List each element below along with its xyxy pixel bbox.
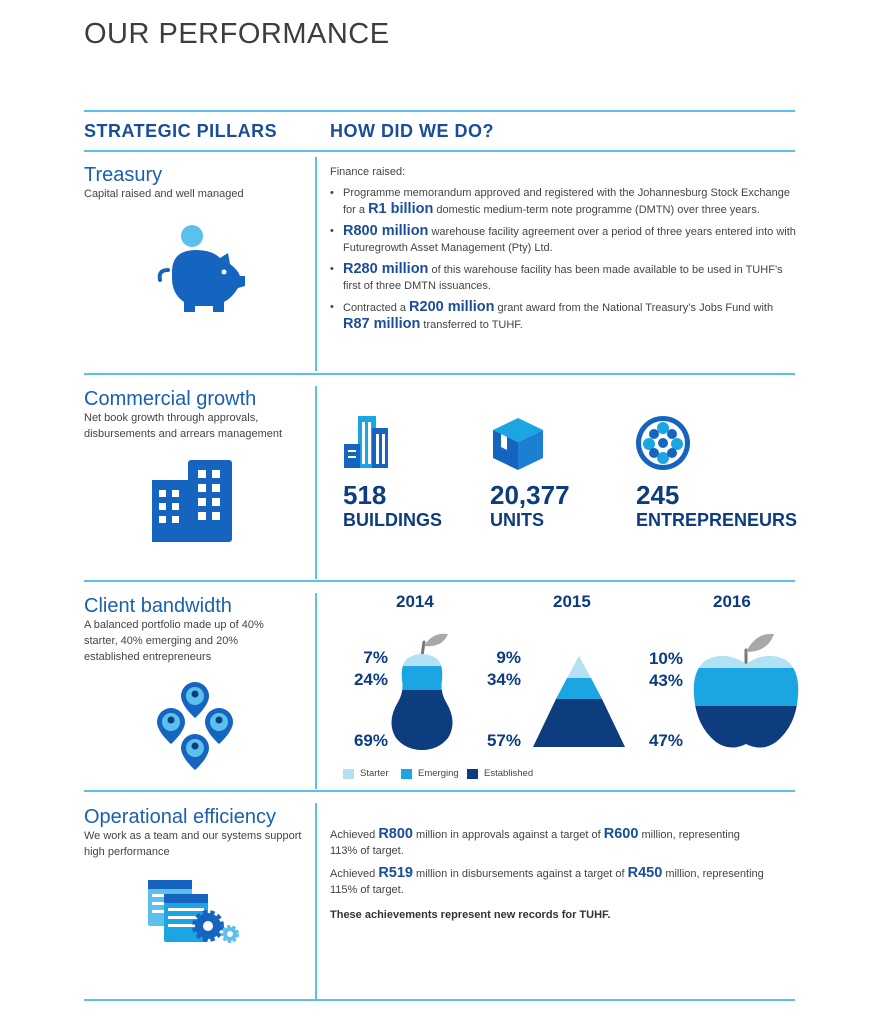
text: million in disbursements against a target of bbox=[412, 868, 628, 880]
highlight-value: R519 bbox=[378, 865, 413, 881]
entrepreneurs-label: ENTREPRENEURS bbox=[636, 510, 798, 530]
highlight-value: R800 million bbox=[343, 223, 429, 239]
pct-2016-established: 47% bbox=[648, 731, 683, 750]
divider bbox=[84, 790, 795, 792]
pear-leaf bbox=[424, 634, 448, 647]
pear-established-segment bbox=[382, 690, 462, 750]
finance-item bbox=[330, 186, 800, 218]
legend-swatch bbox=[401, 769, 412, 779]
highlight-value: R450 bbox=[627, 865, 663, 881]
pct-2016-starter: 10% bbox=[648, 649, 683, 668]
legend-starter bbox=[343, 768, 389, 779]
systems-gears-icon bbox=[146, 878, 242, 948]
pct-2015-emerging: 34% bbox=[486, 670, 521, 689]
year-2016: 2016 bbox=[713, 592, 751, 611]
divider bbox=[84, 110, 795, 112]
text: domestic medium-term note programme (DMTN) over three years. bbox=[433, 203, 760, 216]
pyramid-emerging-segment bbox=[556, 678, 602, 699]
finance-item bbox=[330, 300, 800, 333]
text: transferred to TUHF. bbox=[420, 318, 523, 331]
apple-established-segment bbox=[692, 706, 800, 750]
buildings-count: 518 bbox=[343, 480, 387, 510]
divider bbox=[84, 150, 795, 152]
text: million in approvals against a target of bbox=[412, 829, 604, 841]
units-label: UNITS bbox=[490, 510, 544, 530]
piggy-bank-icon bbox=[150, 220, 250, 316]
pyramid-starter-segment bbox=[567, 656, 591, 678]
office-buildings-icon bbox=[152, 458, 242, 544]
column-divider bbox=[315, 386, 317, 579]
text: Achieved bbox=[330, 868, 379, 880]
text: grant award from the National Treasury’s Jobs Fund with bbox=[494, 302, 774, 314]
highlight-value: R600 bbox=[603, 826, 639, 842]
text: Achieved bbox=[330, 829, 379, 841]
highlight-value: R200 million bbox=[409, 299, 495, 315]
highlight-value: R800 bbox=[378, 826, 413, 842]
legend-swatch bbox=[467, 769, 478, 779]
finance-item bbox=[330, 262, 800, 294]
divider bbox=[84, 373, 795, 375]
entrepreneurs-count: 245 bbox=[636, 480, 680, 510]
legend-label: Emerging bbox=[418, 768, 459, 779]
pear-chart-2014 bbox=[382, 630, 462, 750]
divider bbox=[84, 580, 795, 582]
finance-item bbox=[330, 224, 800, 256]
pear-stem bbox=[422, 642, 424, 656]
highlight-value: R1 billion bbox=[368, 200, 434, 217]
pct-2014-established: 69% bbox=[353, 731, 388, 750]
legend-label: Starter bbox=[360, 768, 389, 779]
operational-efficiency-title: Operational efficiency bbox=[84, 806, 276, 828]
column-divider bbox=[315, 157, 317, 371]
pear-emerging-segment bbox=[382, 666, 462, 690]
page-title: OUR PERFORMANCE bbox=[84, 18, 390, 50]
column-divider bbox=[315, 593, 317, 789]
apple-emerging-segment bbox=[692, 668, 800, 706]
units-count: 20,377 bbox=[490, 480, 570, 510]
divider bbox=[84, 999, 795, 1001]
finance-raised-label: Finance raised: bbox=[330, 166, 406, 178]
pyramid-chart-2015 bbox=[532, 654, 626, 748]
text: warehouse facility agreement over a period of three years entered into with Futuregrowth Asset Management (Pty) Ltd. bbox=[343, 226, 796, 254]
pct-2015-starter: 9% bbox=[496, 648, 521, 667]
pct-2014-starter: 7% bbox=[363, 648, 388, 667]
client-bandwidth-title: Client bandwidth bbox=[84, 595, 232, 617]
column-divider bbox=[315, 803, 317, 999]
treasury-title: Treasury bbox=[84, 164, 163, 186]
client-bandwidth-description: A balanced portfolio made up of 40% starter, 40% emerging and 20% established entrepreneurs bbox=[84, 619, 264, 663]
year-2014: 2014 bbox=[396, 592, 434, 611]
text: Contracted a bbox=[343, 302, 410, 314]
legend-established bbox=[467, 768, 533, 779]
commercial-growth-description: Net book growth through approvals, disbursements and arrears management bbox=[84, 412, 283, 440]
buildings-icon bbox=[342, 414, 396, 470]
legend-label: Established bbox=[484, 768, 534, 779]
pct-2014-emerging: 24% bbox=[353, 670, 388, 689]
people-globe-icon bbox=[634, 414, 692, 472]
highlight-value: R280 million bbox=[343, 261, 429, 277]
apple-leaf bbox=[746, 634, 774, 652]
people-network-icon bbox=[155, 680, 239, 776]
pct-2016-emerging: 43% bbox=[648, 671, 683, 690]
strategic-pillars-heading: STRATEGIC PILLARS bbox=[84, 121, 278, 141]
year-2015: 2015 bbox=[553, 592, 591, 611]
pct-2015-established: 57% bbox=[486, 731, 521, 750]
box-icon bbox=[489, 414, 547, 472]
legend-emerging bbox=[401, 768, 459, 779]
treasury-description: Capital raised and well managed bbox=[84, 188, 244, 200]
operational-efficiency-description: We work as a team and our systems support high performance bbox=[84, 830, 302, 858]
commercial-growth-title: Commercial growth bbox=[84, 388, 257, 410]
records-note: These achievements represent new records for TUHF. bbox=[330, 909, 611, 921]
disbursements-paragraph bbox=[330, 866, 770, 898]
approvals-paragraph bbox=[330, 827, 770, 859]
how-did-we-do-heading: HOW DID WE DO? bbox=[330, 121, 494, 141]
text: million, representing 115% of target. bbox=[330, 868, 764, 896]
text: of this warehouse facility has been made available to be used in TUHF’s first of three DMTN issuances. bbox=[343, 264, 783, 292]
highlight-value: R87 million bbox=[343, 315, 421, 332]
apple-chart-2016 bbox=[692, 630, 800, 750]
buildings-label: BUILDINGS bbox=[343, 510, 442, 530]
text: million, representing 113% of target. bbox=[330, 829, 740, 857]
legend-swatch bbox=[343, 769, 354, 779]
pyramid-established-segment bbox=[533, 699, 625, 747]
text: Programme memorandum approved and registered with the Johannesburg Stock Exchange for a bbox=[343, 187, 790, 216]
finance-list bbox=[330, 186, 800, 339]
